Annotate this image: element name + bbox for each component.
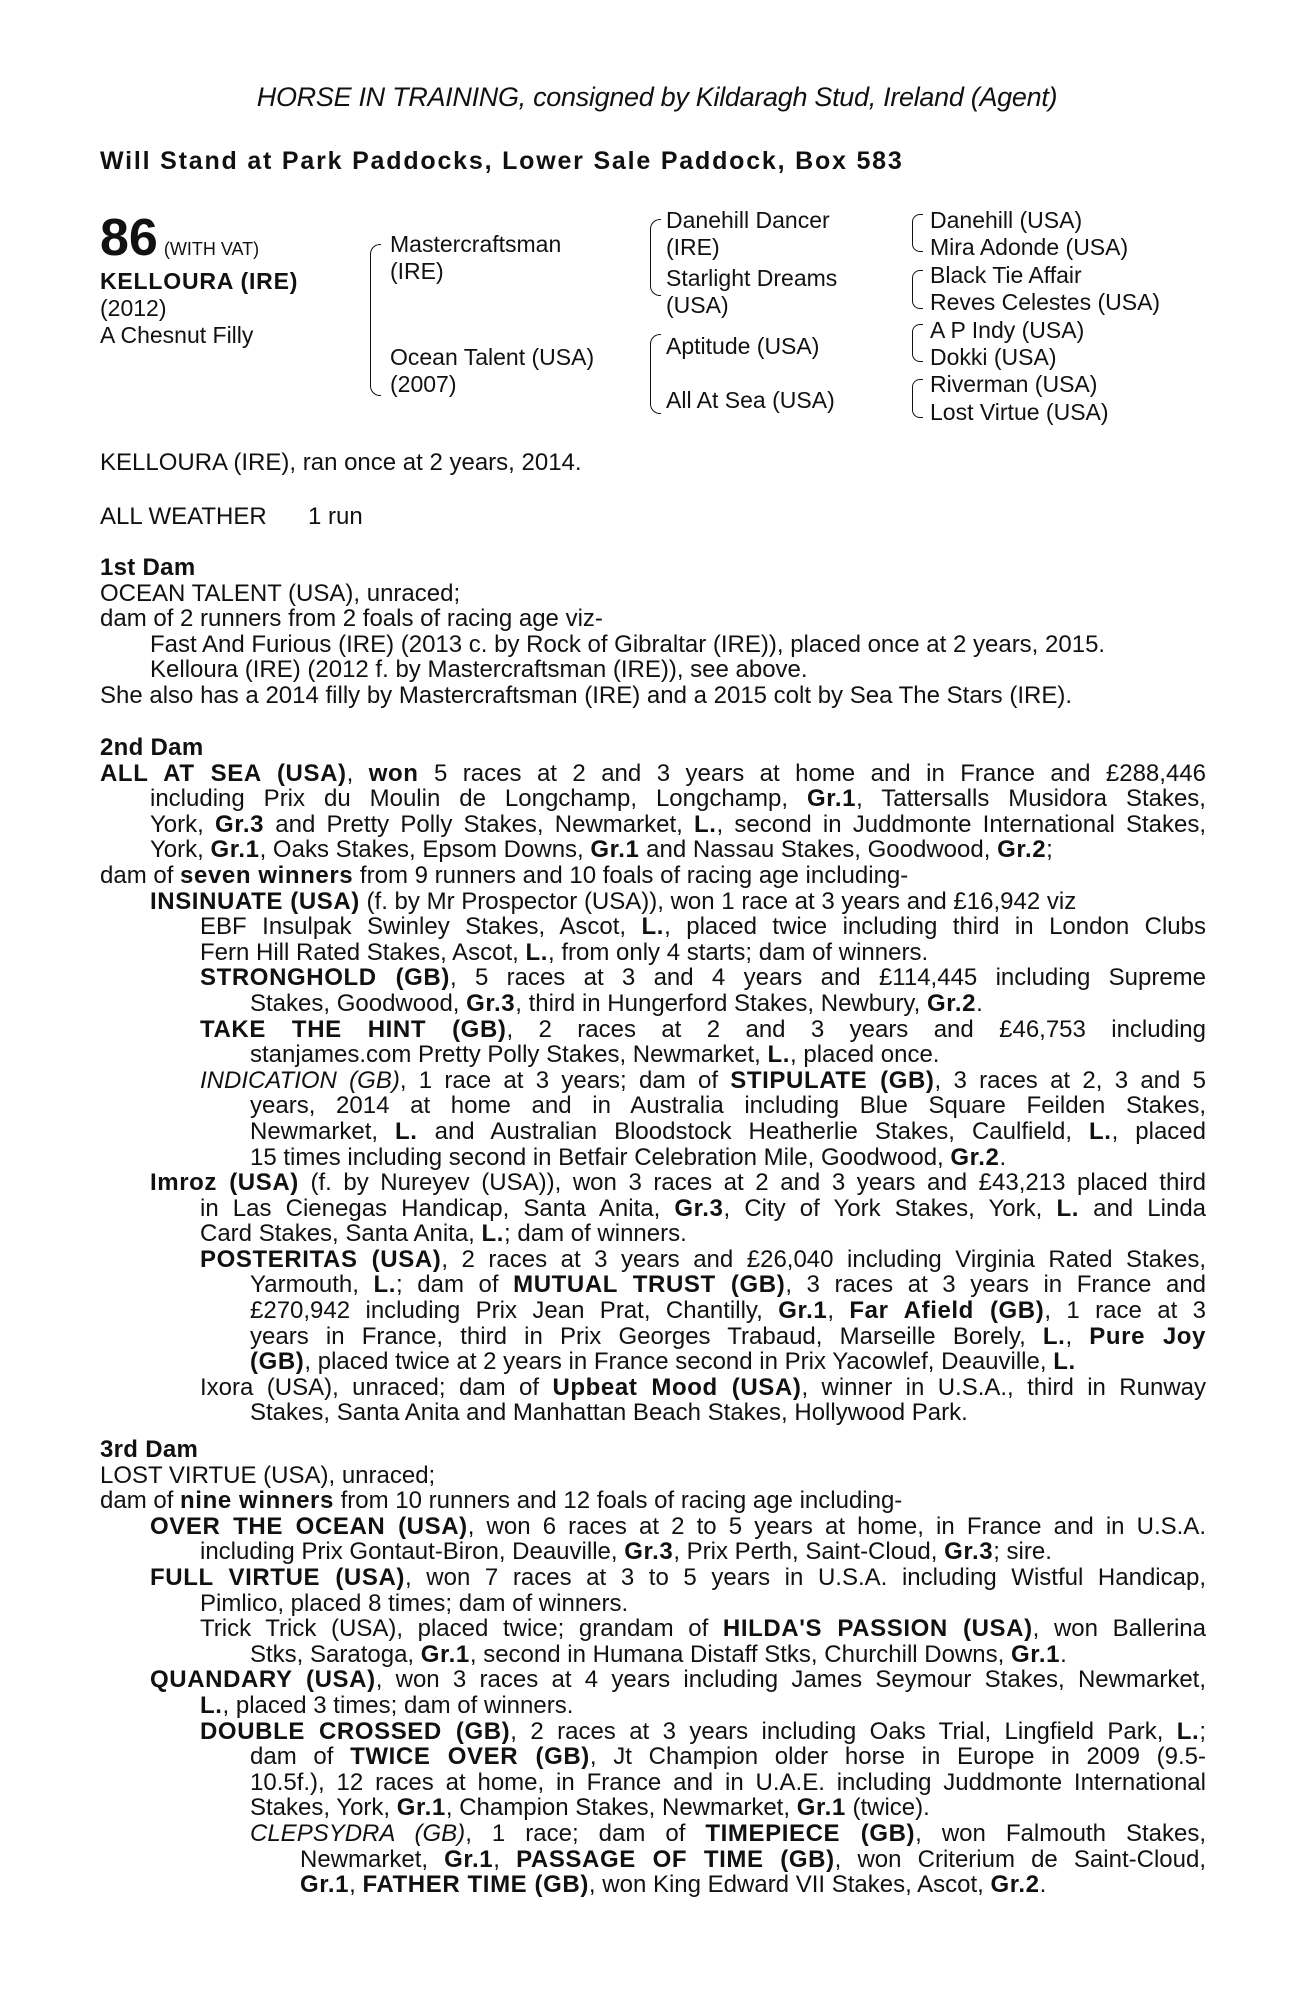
section-title: 2nd Dam: [100, 734, 204, 761]
progeny-name: FULL VIRTUE (USA): [150, 1563, 405, 1591]
sire: Mastercraftsman (IRE): [390, 231, 562, 284]
first-dam-section: 1st Dam OCEAN TALENT (USA), unraced; dam of 2 runners from 2 foals of racing age viz- Fast And Furious (IRE) (2013 c. by Rock of Gibraltar (IRE)), placed once at 2 years, 2015. Kelloura (IRE) (2012 f. by Mastercraftsman (IRE)), see above. She also has a 2014 filly by Mastercraftsman (IRE) and a 2015 colt by Sea The Stars (IRE).: [100, 555, 1210, 709]
pedigree-brace: [650, 219, 661, 296]
progeny-name: CLEPSYDRA (GB): [250, 1819, 466, 1847]
lot-info: [100, 209, 299, 349]
surface-label: ALL WEATHER: [100, 503, 267, 530]
stand-location: Will Stand at Park Paddocks, Lower Sale Paddock, Box 583: [100, 147, 904, 175]
pedigree-brace: [912, 214, 923, 252]
page-header: HORSE IN TRAINING, consigned by Kildaragh Stud, Ireland (Agent): [256, 82, 1058, 112]
horse-description: A Chesnut Filly: [100, 322, 254, 348]
pedigree-brace: [370, 244, 381, 396]
third-dam-section: 3rd Dam LOST VIRTUE (USA), unraced; dam of nine winners from 10 runners and 12 foals of racing age including- OVER THE OCEAN (USA), won 6 races at 2 to 5 years at home, in France and in U.S.A. including Prix Gontaut-Biron, Deauville, Gr.3, Prix Perth, Saint-Cloud, Gr.3; sire. FULL VIRTUE (USA), won 7 races at 3 to 5 years in U.S.A. including Wistful Handicap, Pimlico, placed 8 times; dam of winners. Trick Trick (USA), placed twice; grandam of HILDA'S PASSION (USA), won Ballerina Stks, Saratoga, Gr.1, second in Humana Distaff Stks, Churchill Downs, Gr.1. QUANDARY (USA), won 3 races at 4 years including James Seymour Stakes, Newmarket, L., placed 3 times; dam of winners. DOUBLE CROSSED (GB), 2 races at 3 years including Oaks Trial, Lingfield Park, L.; dam of TWICE OVER (GB), Jt Champion older horse in Europe in 2009 (9.5- 10.5f.), 12 races at home, in France and in U.A.E. including Juddmonte International Stakes, York, Gr.1, Champion Stakes, Newmarket, Gr.1 (twice). CLEPSYDRA (GB), 1 race; dam of TIMEPIECE (GB), won Falmouth Stakes, Newmarket, Gr.1, PASSAGE OF TIME (GB), won Criterium de Saint-Cloud, Gr.1, FATHER TIME (GB), won King Edward VII Stakes, Ascot, Gr.2.: [100, 1436, 1207, 1899]
section-title: 3rd Dam: [100, 1436, 199, 1463]
section-title: 1st Dam: [100, 554, 196, 581]
lot-number: 86: [100, 209, 158, 267]
pedigree-brace: [912, 379, 923, 418]
third-generation: Danehill (USA) Mira Adonde (USA) Black Tie Affair Reves Celestes (USA) A P Indy (USA) Dokki (USA) Riverman (USA) Lost Virtue (USA): [930, 207, 1161, 425]
dam-dam: All At Sea (USA): [666, 387, 835, 413]
sire-sire: Danehill Dancer (IRE): [666, 207, 830, 260]
sire-dam: Starlight Dreams (USA): [666, 265, 838, 318]
progeny-name: TAKE THE HINT (GB): [200, 1015, 507, 1043]
progeny-name: POSTERITAS (USA): [200, 1245, 442, 1273]
pedigree-brace: [912, 270, 923, 309]
progeny-name: Imroz (USA): [150, 1169, 299, 1197]
run-count: 1 run: [308, 503, 363, 530]
race-summary: KELLOURA (IRE), ran once at 2 years, 2014.: [100, 449, 582, 476]
progeny-name: DOUBLE CROSSED (GB): [200, 1717, 511, 1745]
progeny-name: QUANDARY (USA): [150, 1666, 376, 1694]
progeny-name: INDICATION (GB): [200, 1066, 400, 1094]
progeny-name: STRONGHOLD (GB): [200, 964, 450, 992]
pedigree-brace: [650, 334, 661, 414]
dam: Ocean Talent (USA) (2007): [390, 344, 595, 397]
foaling-year: (2012): [100, 295, 167, 321]
dam-sire: Aptitude (USA): [666, 333, 820, 359]
second-dam-section: 2nd Dam ALL AT SEA (USA), won 5 races at 2 and 3 years at home and in France and £288,446 including Prix du Moulin de Longchamp, Longchamp, Gr.1, Tattersalls Musidora Stakes, York, Gr.3 and Pretty Polly Stakes, Newmarket, L., second in Juddmonte International Stakes, York, Gr.1, Oaks Stakes, Epsom Downs, Gr.1 and Nassau Stakes, Goodwood, Gr.2; dam of seven winners from 9 runners and 10 foals of racing age including- INSINUATE (USA) (f. by Mr Prospector (USA)), won 1 race at 3 years and £16,942 viz EBF Insulpak Swinley Stakes, Ascot, L., placed twice including third in London Clubs Fern Hill Rated Stakes, Ascot, L., from only 4 starts; dam of winners. STRONGHOLD (GB), 5 races at 3 and 4 years and £114,445 including Supreme Stakes, Goodwood, Gr.3, third in Hungerford Stakes, Newbury, Gr.2. TAKE THE HINT (GB), 2 races at 2 and 3 years and £46,753 including stanjames.com Pretty Polly Stakes, Newmarket, L., placed once. INDICATION (GB), 1 race at 3 years; dam of STIPULATE (GB), 3 races at 2, 3 and 5 years, 2014 at home and in Australia including Blue Square Feilden Stakes, Newmarket, L. and Australian Bloodstock Heatherlie Stakes, Caulfield, L., placed 15 times including second in Betfair Celebration Mile, Goodwood, Gr.2. Imroz (USA) (f. by Nureyev (USA)), won 3 races at 2 and 3 years and £43,213 placed third in Las Cienegas Handicap, Santa Anita, Gr.3, City of York Stakes, York, L. and Linda Card Stakes, Santa Anita, L.; dam of winners. POSTERITAS (USA), 2 races at 3 years and £26,040 including Virginia Rated Stakes, Yarmouth, L.; dam of MUTUAL TRUST (GB), 3 races at 3 years in France and £270,942 including Prix Jean Prat, Chantilly, Gr.1, Far Afield (GB), 1 race at 3 years in France, third in Prix Georges Trabaud, Marseille Borely, L., Pure Joy (GB), placed twice at 2 years in France second in Prix Yacowlef, Deauville, L. Ixora (USA), unraced; dam of Upbeat Mood (USA), winner in U.S.A., third in Runway Stakes, Santa Anita and Manhattan Beach Stakes, Hollywood Park.: [100, 734, 1207, 1427]
horse-name: KELLOURA (IRE): [100, 268, 299, 294]
vat-note: (WITH VAT): [163, 239, 260, 259]
progeny-name: OVER THE OCEAN (USA): [150, 1512, 468, 1540]
progeny-name: INSINUATE (USA): [150, 887, 360, 915]
pedigree-brace: [912, 324, 923, 362]
